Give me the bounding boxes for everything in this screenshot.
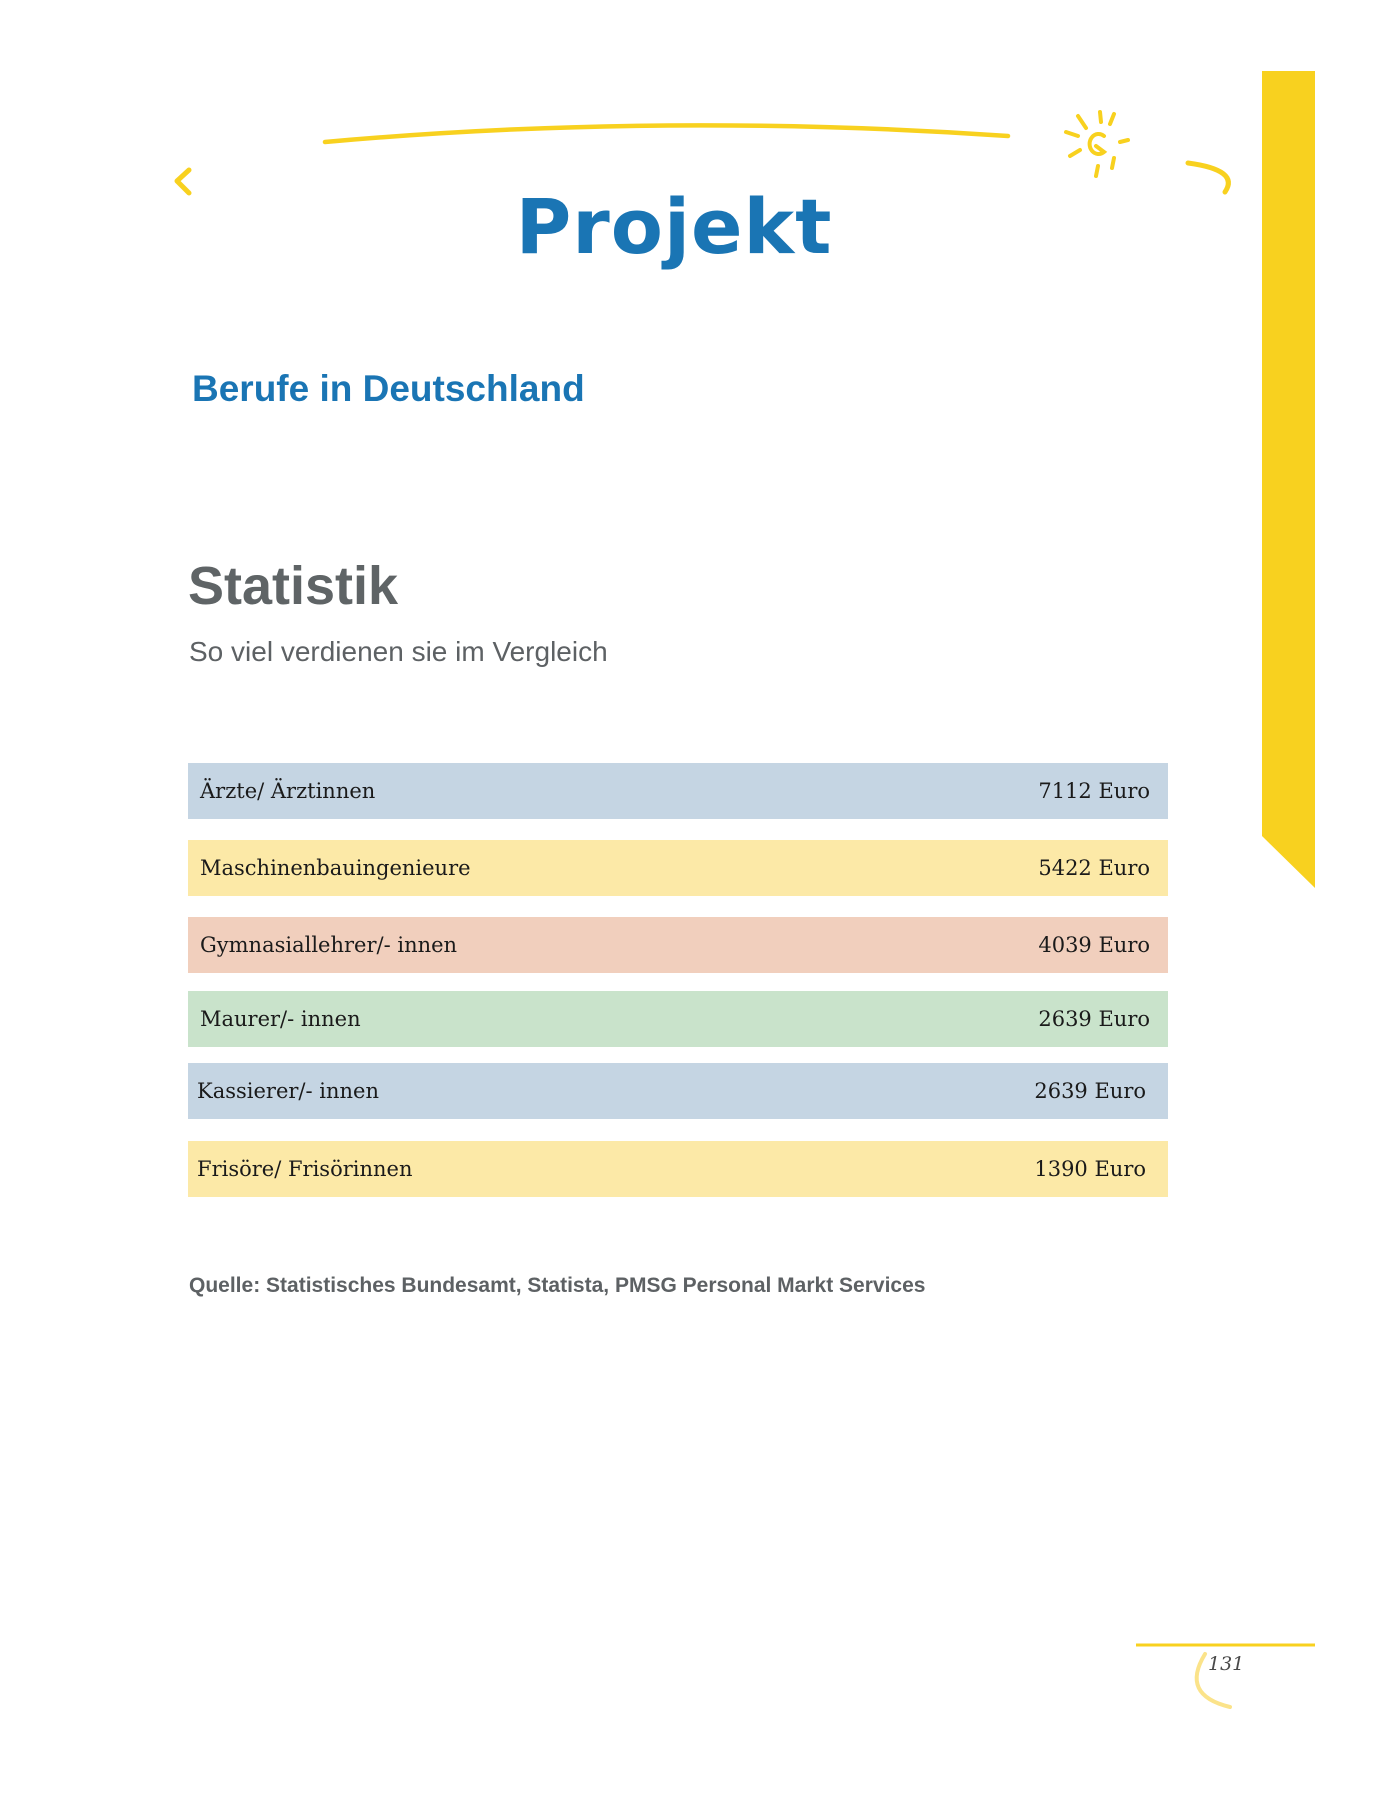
profession-label: Maurer/- innen [200,1007,361,1031]
profession-label: Kassierer/- innen [197,1079,379,1103]
page-number: 131 [1208,1653,1245,1675]
salary-row [188,1063,1168,1119]
statistics-subtitle: So viel verdienen sie im Vergleich [189,636,608,667]
salary-value: 4039 Euro [1038,933,1150,957]
sun-logo-icon [1066,112,1128,176]
profession-label: Ärzte/ Ärztinnen [200,779,376,803]
profession-label: Frisöre/ Frisörinnen [197,1157,413,1181]
salary-row [188,763,1168,819]
section-heading: Berufe in Deutschland [192,368,585,409]
salary-row [188,991,1168,1047]
salary-row [188,917,1168,973]
profession-label: Gymnasiallehrer/- innen [200,933,458,957]
page-title: Projekt [515,182,833,271]
salary-value: 5422 Euro [1038,856,1150,880]
salary-value: 2639 Euro [1038,1007,1150,1031]
salary-row [188,1141,1168,1197]
profession-label: Maschinenbauingenieure [200,856,471,880]
salary-value: 7112 Euro [1038,779,1150,803]
salary-value: 1390 Euro [1034,1157,1146,1181]
source-note: Quelle: Statistisches Bundesamt, Statista, PMSG Personal Markt Services [189,1274,926,1297]
header-arc [325,125,1008,142]
statistics-title: Statistik [188,556,399,616]
salary-row [188,840,1168,896]
salary-value: 2639 Euro [1034,1079,1146,1103]
